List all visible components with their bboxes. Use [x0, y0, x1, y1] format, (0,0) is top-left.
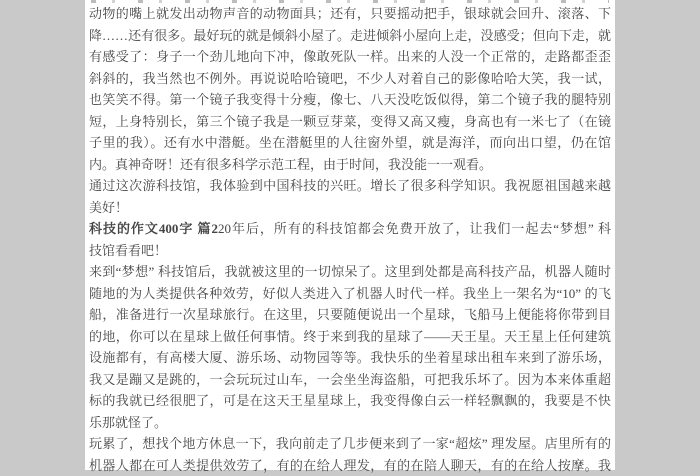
essay-paragraph	[89, 175, 611, 218]
essay-text-line: 子里的我）。还有水中潜艇。坐在潜艇里的人往窗外望，就是海洋，而向出口望，仍在馆	[89, 132, 611, 154]
essay-text-line: 科技的作文400字 篇220年后，所有的科技馆都会免费开放了，让我们一起去“梦想” 科	[89, 218, 611, 240]
essay-paragraph	[89, 3, 611, 175]
essay-text-line: 内。真神奇呀！还有很多科学示范工程，由于时间，我没能一一观看。	[89, 154, 611, 176]
essay-bold-heading: 科技的作文400字 篇2	[89, 221, 218, 236]
essay-text-line: 有感受了：身子一个劲儿地向下冲，像敢死队一样。出来的人没一个正常的，走路都歪歪	[89, 46, 611, 68]
essay-text-line: 乐那就怪了。	[89, 412, 611, 434]
essay-text-line: 我又是蹦又是跳的，一会玩玩过山车，一会坐坐海盗船，可把我乐坏了。因为本来体重超	[89, 369, 611, 391]
essay-text-line: 斜斜的，我当然也不例外。再说说哈哈镜吧，不少人对着自己的影像哈哈大笑，我一试，	[89, 68, 611, 90]
essay-text-line: 美好！	[89, 197, 611, 219]
essay-text-line: 玩累了，想找个地方休息一下，我向前走了几步便来到了一家“超炫” 理发屋。店里所有的	[89, 433, 611, 455]
essay-text-line: 的地，你可以在星球上做任何事情。终于来到我的星球了——天王星。天王星上任何建筑	[89, 326, 611, 348]
essay-text-line: 动物的嘴上就发出动物声音的动物面具；还有，只要摇动把手，银球就会回升、滚落、下	[89, 3, 611, 25]
essay-text-line: 随地的为人类提供各种效劳，好似人类进入了机器人时代一样。我坐上一架名为“10” 的飞	[89, 283, 611, 305]
essay-text-line: 降……还有很多。最好玩的就是倾斜小屋了。走进倾斜小屋向上走，没感受；但向下走，就	[89, 25, 611, 47]
document-sheet	[85, 0, 615, 470]
essay-text-line: 来到“梦想” 科技馆后，我就被这里的一切惊呆了。这里到处都是高科技产品，机器人随时	[89, 261, 611, 283]
essay-paragraph	[89, 261, 611, 433]
essay-text-line: 短，上身特别长，第三个镜子我是一颗豆芽菜，变得又高又瘦，身高也有一米七了（在镜	[89, 111, 611, 133]
essay-text-line: 标的我就已经很肥了，可是在这天王星星球上，我变得像白云一样轻飘飘的，我要是不快	[89, 390, 611, 412]
essay-text-block	[89, 3, 611, 476]
essay-text-line: 设施都有，有高楼大厦、游乐场、动物园等等。我快乐的坐着星球出租车来到了游乐场，	[89, 347, 611, 369]
essay-text-line: 机器人都在可人类提供效劳了，有的在给人理发，有的在陪人聊天，有的在给人按摩。我	[89, 455, 611, 476]
essay-text-line: 通过这次游科技馆，我体验到中国科技的兴旺。增长了很多科学知识。我祝愿祖国越来越	[89, 175, 611, 197]
essay-text-line: 船，准备进行一次星球旅行。在这里，只要随便说出一个星球，飞船马上便能将你带到目	[89, 304, 611, 326]
essay-text-line: 技馆看看吧！	[89, 240, 611, 262]
essay-text-line: 也笑笑不得。第一个镜子我变得十分瘦，像七、八天没吃饭似得，第二个镜子我的腿特别	[89, 89, 611, 111]
essay-paragraph	[89, 218, 611, 261]
